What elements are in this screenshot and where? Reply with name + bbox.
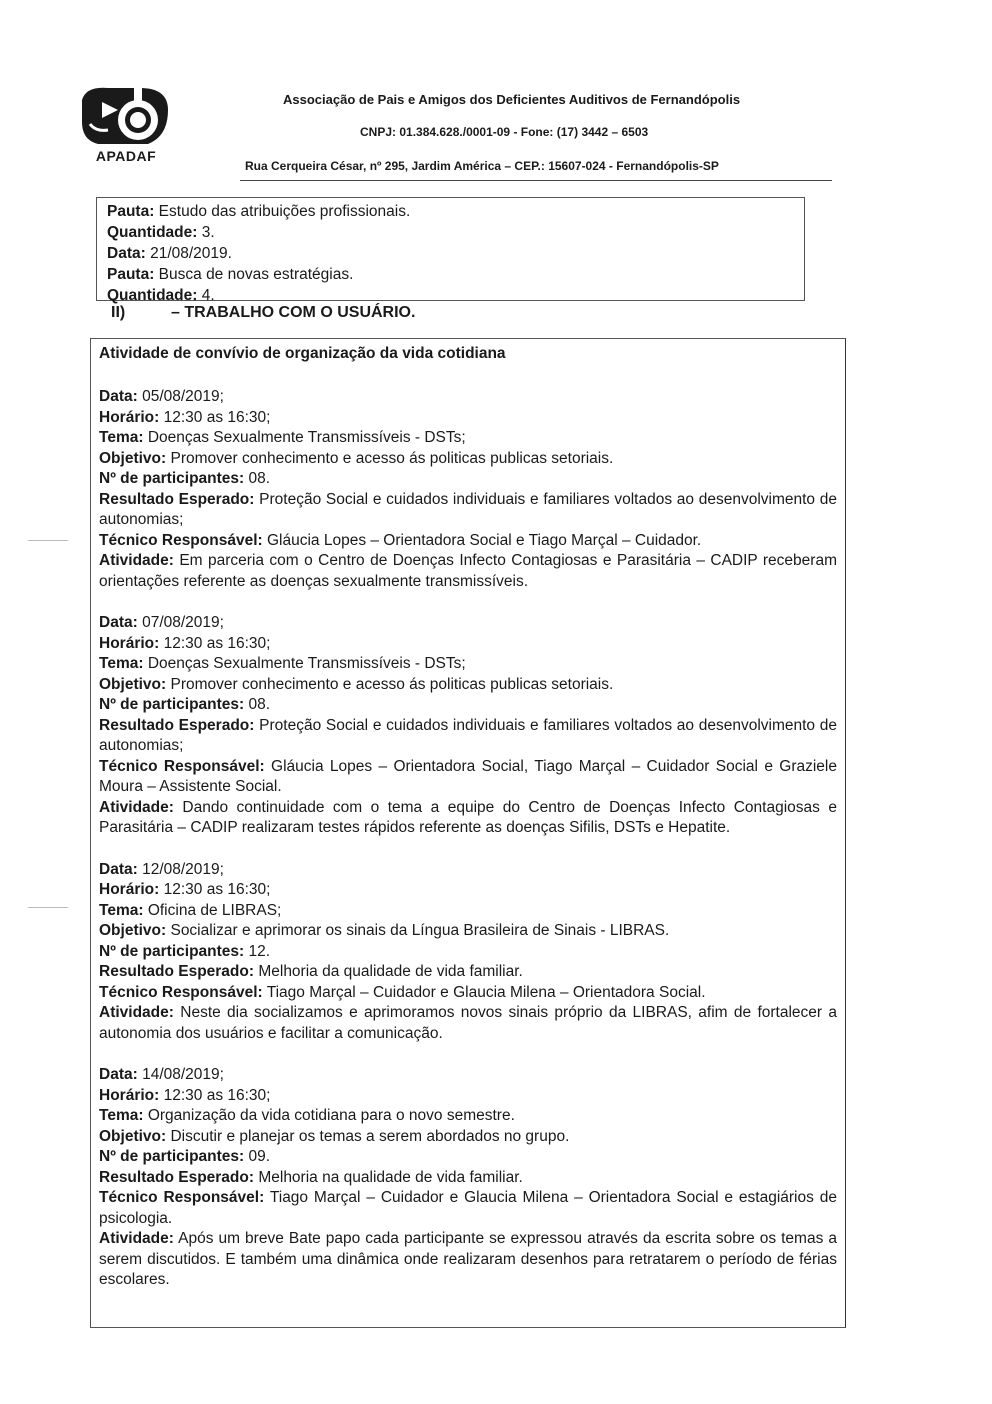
field-label: Objetivo: [99, 675, 167, 693]
field-label: Resultado Esperado: [99, 963, 255, 980]
field-label: Nº de participantes: [99, 942, 245, 960]
activity-entry [99, 860, 837, 1045]
field-label: Horário: [99, 634, 160, 652]
field-label: Horário: [99, 1086, 160, 1104]
field-label: Tema: [99, 901, 144, 919]
section-heading [111, 304, 415, 322]
field-value: Promover conhecimento e acesso ás politicas publicas setoriais. [166, 449, 614, 467]
field-label: Técnico Responsável: [99, 1189, 265, 1206]
field-label: Pauta: [107, 266, 155, 283]
field-value: Proteção Social e cuidados individuais e familiares voltados ao desenvolvimento de autonomias; [99, 490, 838, 528]
entry-line [99, 880, 837, 901]
field-value: 14/08/2019; [137, 1066, 224, 1083]
field-label: Atividade: [99, 1230, 174, 1247]
field-value: Promover conhecimento e acesso ás politicas publicas setoriais. [166, 675, 614, 693]
field-value: 08. [244, 696, 271, 713]
field-value: Organização da vida cotidiana para o novo semestre. [143, 1107, 515, 1124]
field-label: Resultado Esperado: [99, 1168, 255, 1186]
entry-line [99, 387, 837, 408]
field-value: Doenças Sexualmente Transmissíveis - DSTs; [143, 429, 466, 446]
field-value: 4. [197, 287, 215, 304]
field-label: Objetivo: [99, 922, 167, 939]
field-value: Gláucia Lopes – Orientadora Social e Tiago Marçal – Cuidador. [262, 531, 702, 549]
organization-name: Associação de Pais e Amigos dos Deficientes Auditivos de Fernandópolis [283, 92, 741, 107]
entry-line [99, 490, 837, 531]
field-label: Resultado Esperado: [99, 716, 255, 734]
field-value: Em parceria com o Centro de Doenças Infecto Contagiosas e Parasitária – CADIP receberam orientações referente as doenças sexualmente transmissíveis. [99, 552, 837, 590]
field-value: Dando continuidade com o tema a equipe do Centro de Doenças Infecto Contagiosas e Parasitária – CADIP realizaram testes rápidos referente as doenças Sifilis, DSTs e Hepatite. [99, 798, 837, 836]
field-label: Horário: [99, 881, 160, 898]
field-label: Tema: [99, 1107, 144, 1124]
field-label: Resultado Esperado: [99, 490, 255, 508]
activity-box [90, 338, 846, 1328]
activity-title: Atividade de convívio de organização da vida cotidiana [99, 345, 506, 362]
field-value: Melhoria na qualidade de vida familiar. [254, 1168, 523, 1186]
field-label: Data: [99, 860, 138, 878]
field-label: Nº de participantes: [99, 696, 245, 713]
entry-line [99, 1065, 837, 1086]
field-label: Tema: [99, 429, 144, 446]
field-value: 09. [244, 1148, 271, 1165]
pauta-box [96, 197, 805, 304]
field-label: Atividade: [99, 1004, 174, 1021]
field-value: Doenças Sexualmente Transmissíveis - DSTs; [143, 655, 466, 672]
field-value: 12:30 as 16:30; [159, 881, 271, 898]
entry-line [99, 1086, 837, 1107]
entry-line [99, 551, 837, 592]
pauta-line [107, 201, 804, 222]
field-label: Objetivo: [99, 449, 167, 467]
field-value: Neste dia socializamos e aprimoramos novos sinais próprio da LIBRAS, afim de fortalecer a autonomia dos usuários e facilitar a comunicação. [99, 1004, 837, 1042]
header-divider [240, 180, 832, 181]
entry-line [99, 1106, 837, 1127]
entry-line [99, 860, 837, 881]
field-label: Quantidade: [107, 287, 198, 304]
field-value: Tiago Marçal – Cuidador e Glaucia Milena – Orientadora Social. [262, 983, 706, 1001]
entry-line [99, 449, 837, 470]
field-value: Estudo das atribuições profissionais. [154, 203, 411, 220]
entry-line [99, 613, 837, 634]
field-value: Discutir e planejar os temas a serem abordados no grupo. [166, 1127, 570, 1145]
entry-line [99, 1229, 837, 1291]
pauta-line [107, 243, 804, 264]
field-label: Pauta: [107, 203, 155, 220]
field-value: Após um breve Bate papo cada participante se expressou através da escrita sobre os temas a serem discutidos. E também uma dinâmica onde realizaram desenhos para retratarem o período de férias escolares. [99, 1230, 837, 1288]
field-value: Proteção Social e cuidados individuais e familiares voltados ao desenvolvimento de autonomias; [99, 716, 838, 754]
section-number: II) [111, 304, 126, 321]
entry-line [99, 695, 837, 716]
activity-entry [99, 387, 837, 592]
entry-line [99, 531, 837, 552]
entry-line [99, 654, 837, 675]
field-value: Gláucia Lopes – Orientadora Social, Tiago Marçal – Cuidador Social e Graziele Moura – Assistente Social. [99, 757, 837, 795]
field-label: Tema: [99, 655, 144, 672]
cnpj-phone-line: CNPJ: 01.384.628./0001-09 - Fone: (17) 3442 – 6503 [360, 125, 649, 139]
field-value: Tiago Marçal – Cuidador e Glaucia Milena – Orientadora Social e estagiários de psicologia. [99, 1189, 837, 1227]
field-value: 21/08/2019. [145, 245, 232, 262]
field-value: 12/08/2019; [137, 860, 224, 878]
entry-line [99, 921, 837, 942]
field-label: Nº de participantes: [99, 1148, 245, 1165]
field-value: 12:30 as 16:30; [159, 1086, 271, 1104]
field-value: Socializar e aprimorar os sinais da Língua Brasileira de Sinais - LIBRAS. [166, 922, 670, 939]
address-line: Rua Cerqueira César, nº 295, Jardim América – CEP.: 15607-024 - Fernandópolis-SP [245, 159, 719, 173]
logo-text: APADAF [95, 148, 157, 164]
field-value: Busca de novas estratégias. [154, 266, 354, 283]
field-value: 07/08/2019; [137, 614, 224, 631]
field-value: 12:30 as 16:30; [159, 634, 271, 652]
field-label: Data: [107, 245, 146, 262]
field-value: Melhoria da qualidade de vida familiar. [254, 963, 523, 980]
field-label: Data: [99, 1066, 138, 1083]
field-label: Atividade: [99, 798, 174, 816]
entry-line [99, 798, 837, 839]
entry-line [99, 675, 837, 696]
activity-entry [99, 1065, 837, 1291]
entry-line [99, 1188, 837, 1229]
activity-entry [99, 613, 837, 839]
field-label: Data: [99, 614, 138, 631]
entry-line [99, 469, 837, 490]
field-label: Quantidade: [107, 224, 198, 241]
entry-line [99, 408, 837, 429]
field-label: Nº de participantes: [99, 470, 245, 487]
field-label: Técnico Responsável: [99, 531, 263, 549]
pauta-line [107, 285, 804, 306]
entry-line [99, 1127, 837, 1148]
field-value: 12:30 as 16:30; [159, 408, 271, 426]
field-value: 3. [197, 224, 215, 241]
entry-line [99, 757, 837, 798]
field-label: Objetivo: [99, 1127, 167, 1145]
entry-line [99, 962, 837, 983]
scan-artifact [28, 540, 68, 541]
entry-line [99, 1168, 837, 1189]
field-label: Data: [99, 388, 138, 405]
field-value: 05/08/2019; [137, 388, 224, 405]
entry-line [99, 1147, 837, 1168]
field-label: Técnico Responsável: [99, 983, 263, 1001]
scan-artifact [28, 907, 68, 908]
section-title: – TRABALHO COM O USUÁRIO. [171, 304, 416, 321]
field-value: 08. [244, 470, 271, 487]
entry-line [99, 634, 837, 655]
field-label: Técnico Responsável: [99, 757, 265, 775]
activity-entries [99, 387, 837, 1291]
pauta-line [107, 222, 804, 243]
entry-line [99, 901, 837, 922]
field-value: Oficina de LIBRAS; [143, 901, 282, 919]
entry-line [99, 1003, 837, 1044]
field-value: 12. [244, 942, 271, 960]
field-label: Atividade: [99, 552, 174, 569]
entry-line [99, 428, 837, 449]
entry-line [99, 942, 837, 963]
pauta-line [107, 264, 804, 285]
entry-line [99, 983, 837, 1004]
entry-line [99, 716, 837, 757]
field-label: Horário: [99, 408, 160, 426]
